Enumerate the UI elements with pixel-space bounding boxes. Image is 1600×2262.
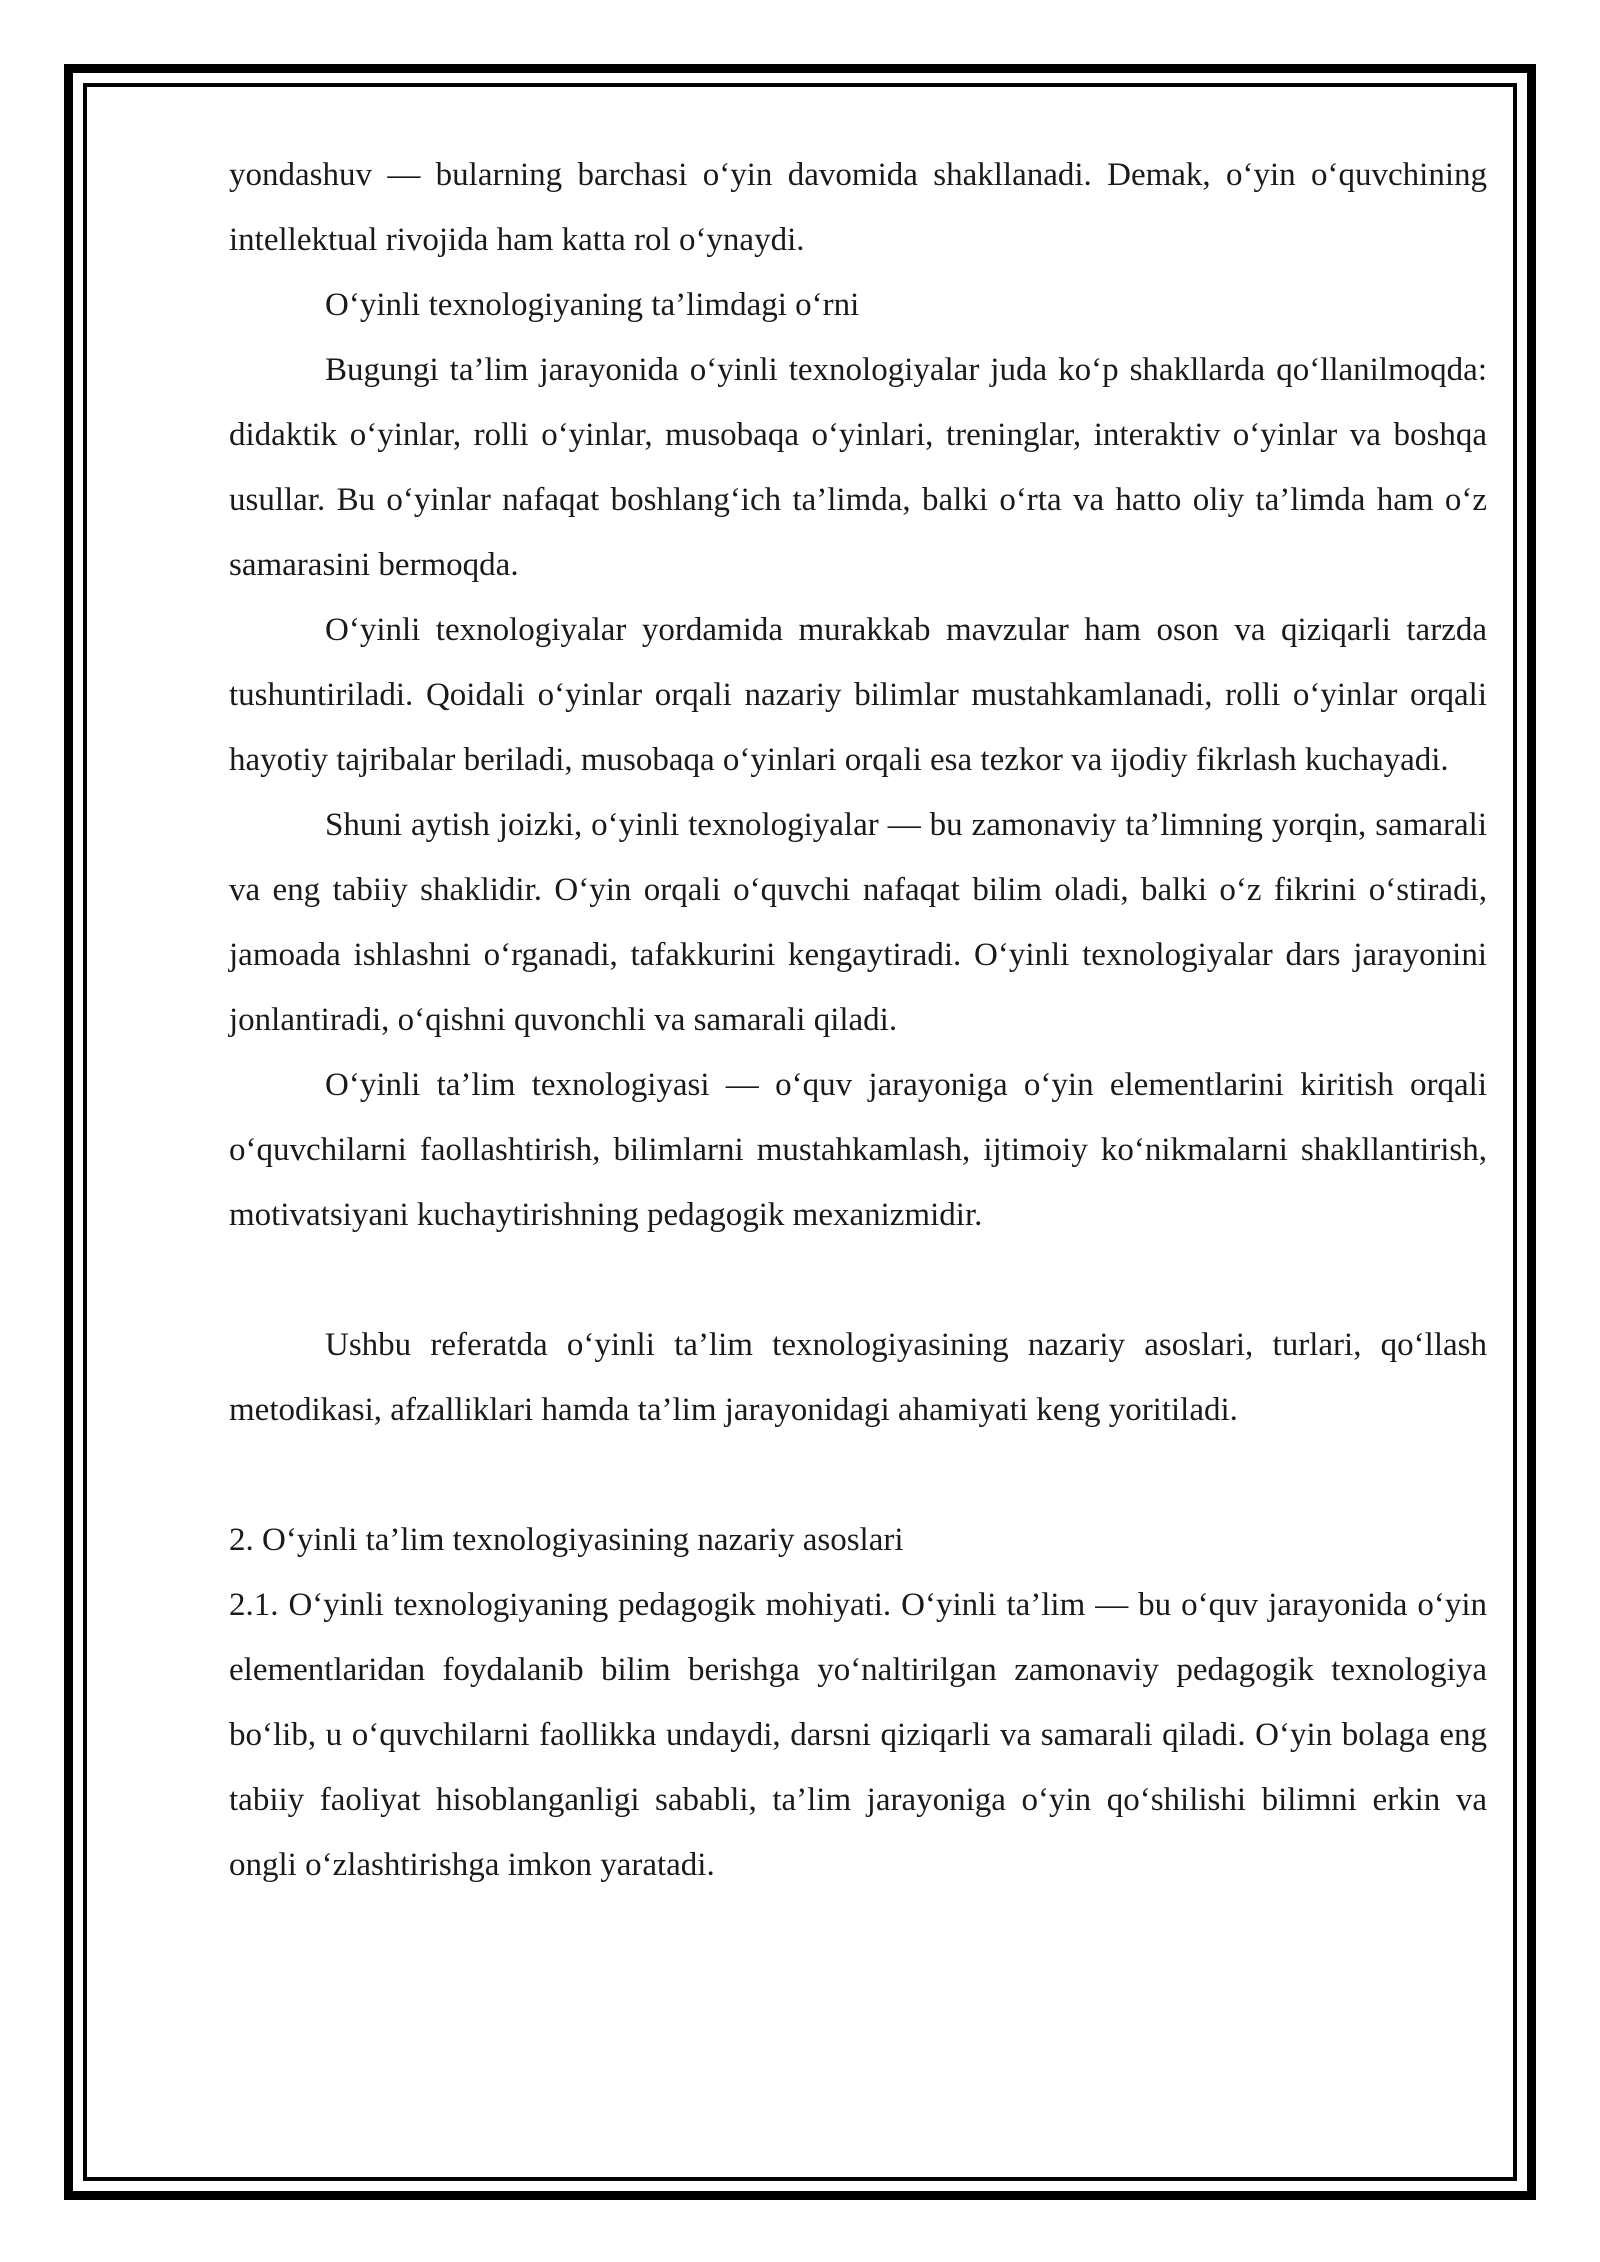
paragraph: Shuni aytish joizki, o‘yinli texnologiyalar — bu zamonaviy ta’limning yorqin, samarali va eng tabiiy shaklidir. O‘yin orqali o‘quvchi nafaqat bilim oladi, balki o‘z fikrini o‘stiradi, jamoada ishlashni o‘rganadi, tafakkurini kengaytiradi. O‘yinli texnologiyalar dars jarayonini jonlantiradi, o‘qishni quvonchli va samarali qiladi. xyxy=(229,807,1487,1038)
blank-line xyxy=(229,1248,1487,1313)
section-subheading: O‘yinli texnologiyaning ta’limdagi o‘rni xyxy=(325,287,860,323)
section-heading: 2. O‘yinli ta’lim texnologiyasining nazariy asoslari xyxy=(229,1522,904,1558)
document-body xyxy=(229,143,1487,1898)
paragraph-continuation: yondashuv — bularning barchasi o‘yin davomida shakllanadi. Demak, o‘yin o‘quvchining intellektual rivojida ham katta rol o‘ynaydi. xyxy=(229,157,1487,258)
paragraph: O‘yinli texnologiyalar yordamida murakkab mavzular ham oson va qiziqarli tarzda tushuntiriladi. Qoidali o‘yinlar orqali nazariy bilimlar mustahkamlanadi, rolli o‘yinlar orqali hayotiy tajribalar beriladi, musobaqa o‘yinlari orqali esa tezkor va ijodiy fikrlash kuchayadi. xyxy=(229,612,1487,778)
paragraph: Bugungi ta’lim jarayonida o‘yinli texnologiyalar juda ko‘p shakllarda qo‘llanilmoqda: didaktik o‘yinlar, rolli o‘yinlar, musobaqa o‘yinlari, treninglar, interaktiv o‘yinlar va boshqa usullar. Bu o‘yinlar nafaqat boshlang‘ich ta’limda, balki o‘rta va hatto oliy ta’limda ham o‘z samarasini bermoqda. xyxy=(229,352,1487,583)
paragraph: 2.1. O‘yinli texnologiyaning pedagogik mohiyati. O‘yinli ta’lim — bu o‘quv jarayonida o‘yin elementlaridan foydalanib bilim berishga yo‘naltirilgan zamonaviy pedagogik texnologiya bo‘lib, u o‘quvchilarni faollikka undaydi, darsni qiziqarli va samarali qiladi. O‘yin bolaga eng tabiiy faoliyat hisoblanganligi sababli, ta’lim jarayoniga o‘yin qo‘shilishi bilimni erkin va ongli o‘zlashtirishga imkon yaratadi. xyxy=(229,1587,1487,1883)
blank-line xyxy=(229,1443,1487,1508)
paragraph: Ushbu referatda o‘yinli ta’lim texnologiyasining nazariy asoslari, turlari, qo‘llash metodikasi, afzalliklari hamda ta’lim jarayonidagi ahamiyati keng yoritiladi. xyxy=(229,1327,1487,1428)
paragraph: O‘yinli ta’lim texnologiyasi — o‘quv jarayoniga o‘yin elementlarini kiritish orqali o‘quvchilarni faollashtirish, bilimlarni mustahkamlash, ijtimoiy ko‘nikmalarni shakllantirish, motivatsiyani kuchaytirishning pedagogik mexanizmidir. xyxy=(229,1067,1487,1233)
